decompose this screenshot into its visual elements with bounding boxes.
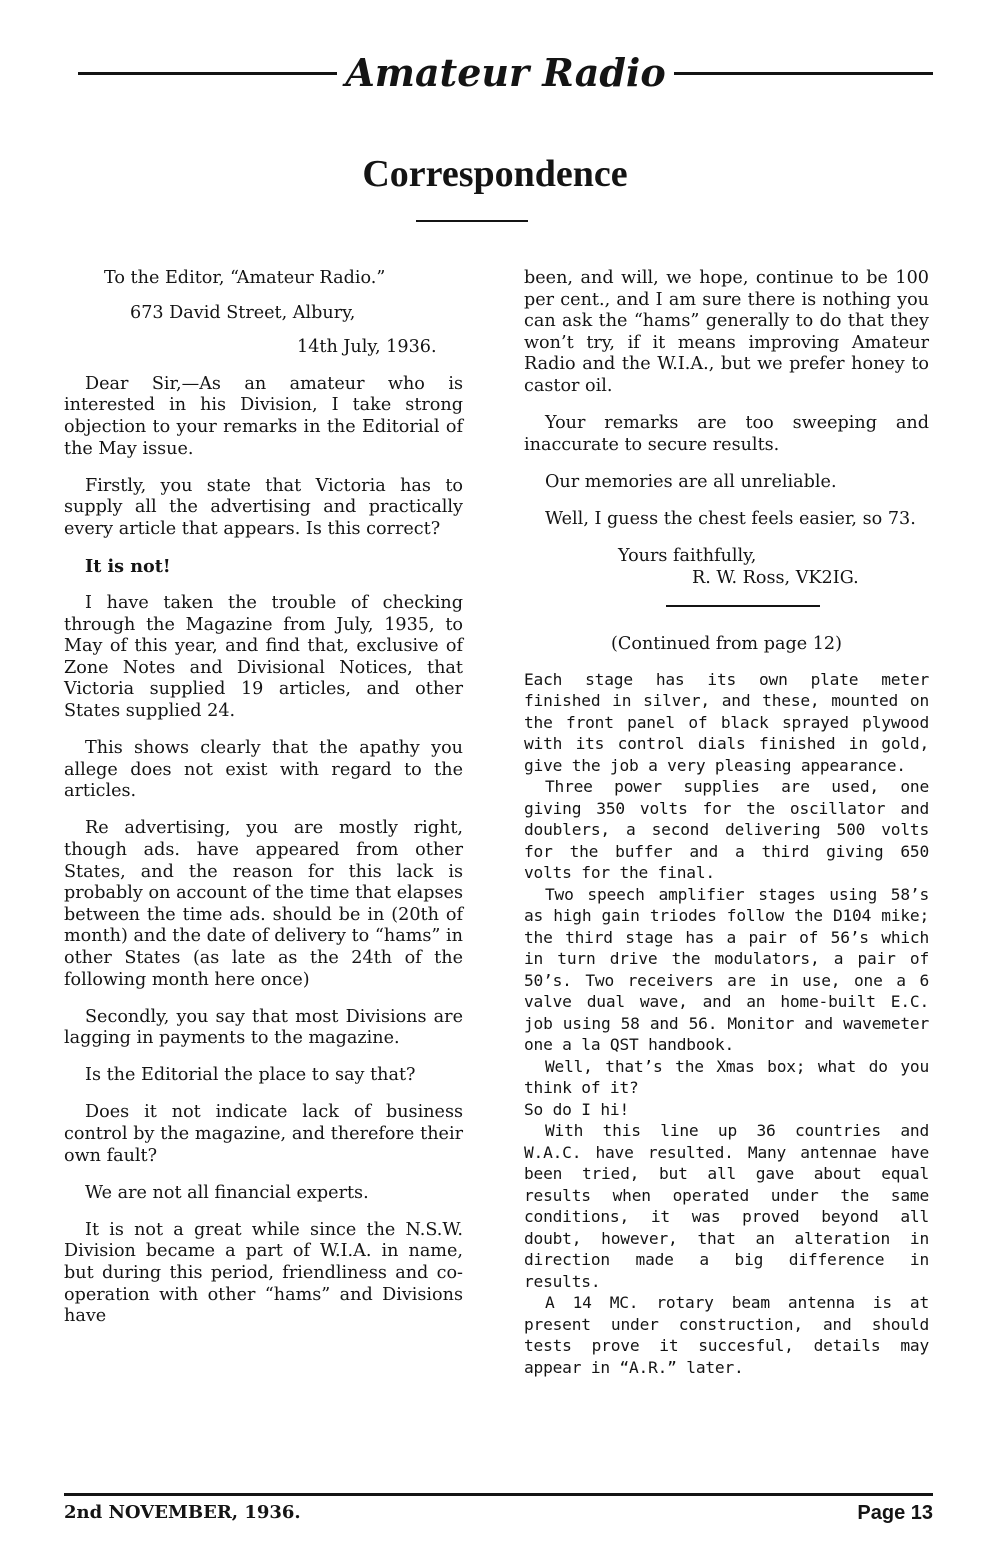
letter-paragraph: been, and will, we hope, continue to be 100 per cent., and I am sure there is nothing you can ask the “hams” generally to do that they won’t try, if it means improving Amateur Radio and the W.I.A., but we prefer honey to castor oil. — [524, 268, 929, 396]
right-column — [524, 268, 929, 1378]
letter-paragraph: I have taken the trouble of checking through the Magazine from July, 1935, to May of this year, and find that, exclusive of Zone Notes and Divisional Notices, that Victoria supplied 19 articles, and other States supplied 24. — [64, 593, 463, 721]
letter-paragraph: Is the Editorial the place to say that? — [85, 1065, 416, 1086]
footer-rule — [64, 1493, 933, 1496]
page-title: Correspondence — [362, 153, 628, 195]
article-paragraph: Three power supplies are used, one giving 350 volts for the oscillator and doublers, a second delivering 500 volts for the buffer and a third giving 650 volts for the final. — [524, 777, 929, 883]
letter-signature: R. W. Ross, VK2IG. — [692, 567, 859, 588]
article-paragraph: Each stage has its own plate meter finished in silver, and these, mounted on the front panel of black sprayed plywood with its control dials finished in gold, give the job a very pleasing appearance. — [524, 669, 929, 775]
continued-article — [524, 669, 929, 1379]
letter-paragraph: This shows clearly that the apathy you allege does not exist with regard to the articles. — [64, 738, 463, 802]
footer-page-number: Page 13 — [857, 1502, 933, 1524]
section-divider — [666, 605, 820, 607]
article-paragraph: Well, that’s the Xmas box; what do you think of it? — [524, 1056, 929, 1098]
continued-header: (Continued from page 12) — [611, 634, 842, 655]
masthead-rule-right — [674, 72, 933, 75]
letter-paragraph: It is not! — [85, 555, 171, 577]
article-paragraph: Two speech amplifier stages using 58’s as high gain triodes follow the D104 mike; the third stage has a pair of 56’s which in turn drive the modulators, a pair of 50’s. Two receivers are in use, one a 6 valve dual wave, and an home-built E.C. job using 58 and 56. Monitor and wavemeter one a la QST handbook. — [524, 884, 929, 1055]
letter-addressee: To the Editor, “Amateur Radio.” — [104, 268, 386, 288]
letter-paragraph: Firstly, you state that Victoria has to supply all the advertising and practically every article that appears. Is this correct? — [64, 475, 463, 539]
letter-date: 14th July, 1936. — [297, 337, 437, 358]
letter-paragraph: Secondly, you say that most Divisions are lagging in payments to the magazine. — [64, 1006, 463, 1049]
letter-paragraph: We are not all financial experts. — [85, 1182, 369, 1203]
letter-paragraph: Our memories are all unreliable. — [545, 471, 837, 492]
article-paragraph: With this line up 36 countries and W.A.C. have resulted. Many antennae have been tried, but all gave about equal results when operated under the same conditions, it was proved beyond all doubt, however, that an alteration in direction made a big difference in results. — [524, 1121, 929, 1291]
letter-paragraph: Well, I guess the chest feels easier, so 73. — [545, 508, 916, 529]
masthead-logo: Amateur Radio — [345, 50, 666, 95]
letter-paragraph: Your remarks are too sweeping and inaccurate to secure results. — [524, 413, 929, 455]
left-column — [64, 268, 463, 1343]
letter-address: 673 David Street, Albury, — [130, 302, 356, 323]
letter-paragraph: Dear Sir,—As an amateur who is interested in his Division, I take strong objection to your remarks in the Editorial of the May issue. — [64, 373, 463, 459]
footer-issue-date: 2nd NOVEMBER, 1936. — [64, 1502, 301, 1523]
letter-paragraph: It is not a great while since the N.S.W. Division became a part of W.I.A. in name, but during this period, friendliness and co-operation with other “hams” and Divisions have — [64, 1219, 463, 1327]
letter-closing: Yours faithfully, — [618, 545, 757, 566]
letter-paragraph: Re advertising, you are mostly right, though ads. have appeared from other States, and the reason for this lack is probably on account of the time that elapses between the time ads. should be in (20th of month) and the date of delivery to “hams” in other States (as late as the 24th of the following month here once) — [64, 818, 463, 990]
masthead — [78, 48, 933, 98]
masthead-rule-left — [78, 72, 337, 75]
title-divider — [416, 220, 528, 222]
article-paragraph: So do I hi! — [524, 1099, 630, 1119]
letter-paragraph: Does it not indicate lack of business control by the magazine, and therefore their own fault? — [64, 1102, 463, 1166]
article-paragraph: A 14 MC. rotary beam antenna is at present under construction, and should tests prove it succesful, details may appear in “A.R.” later. — [524, 1293, 929, 1377]
